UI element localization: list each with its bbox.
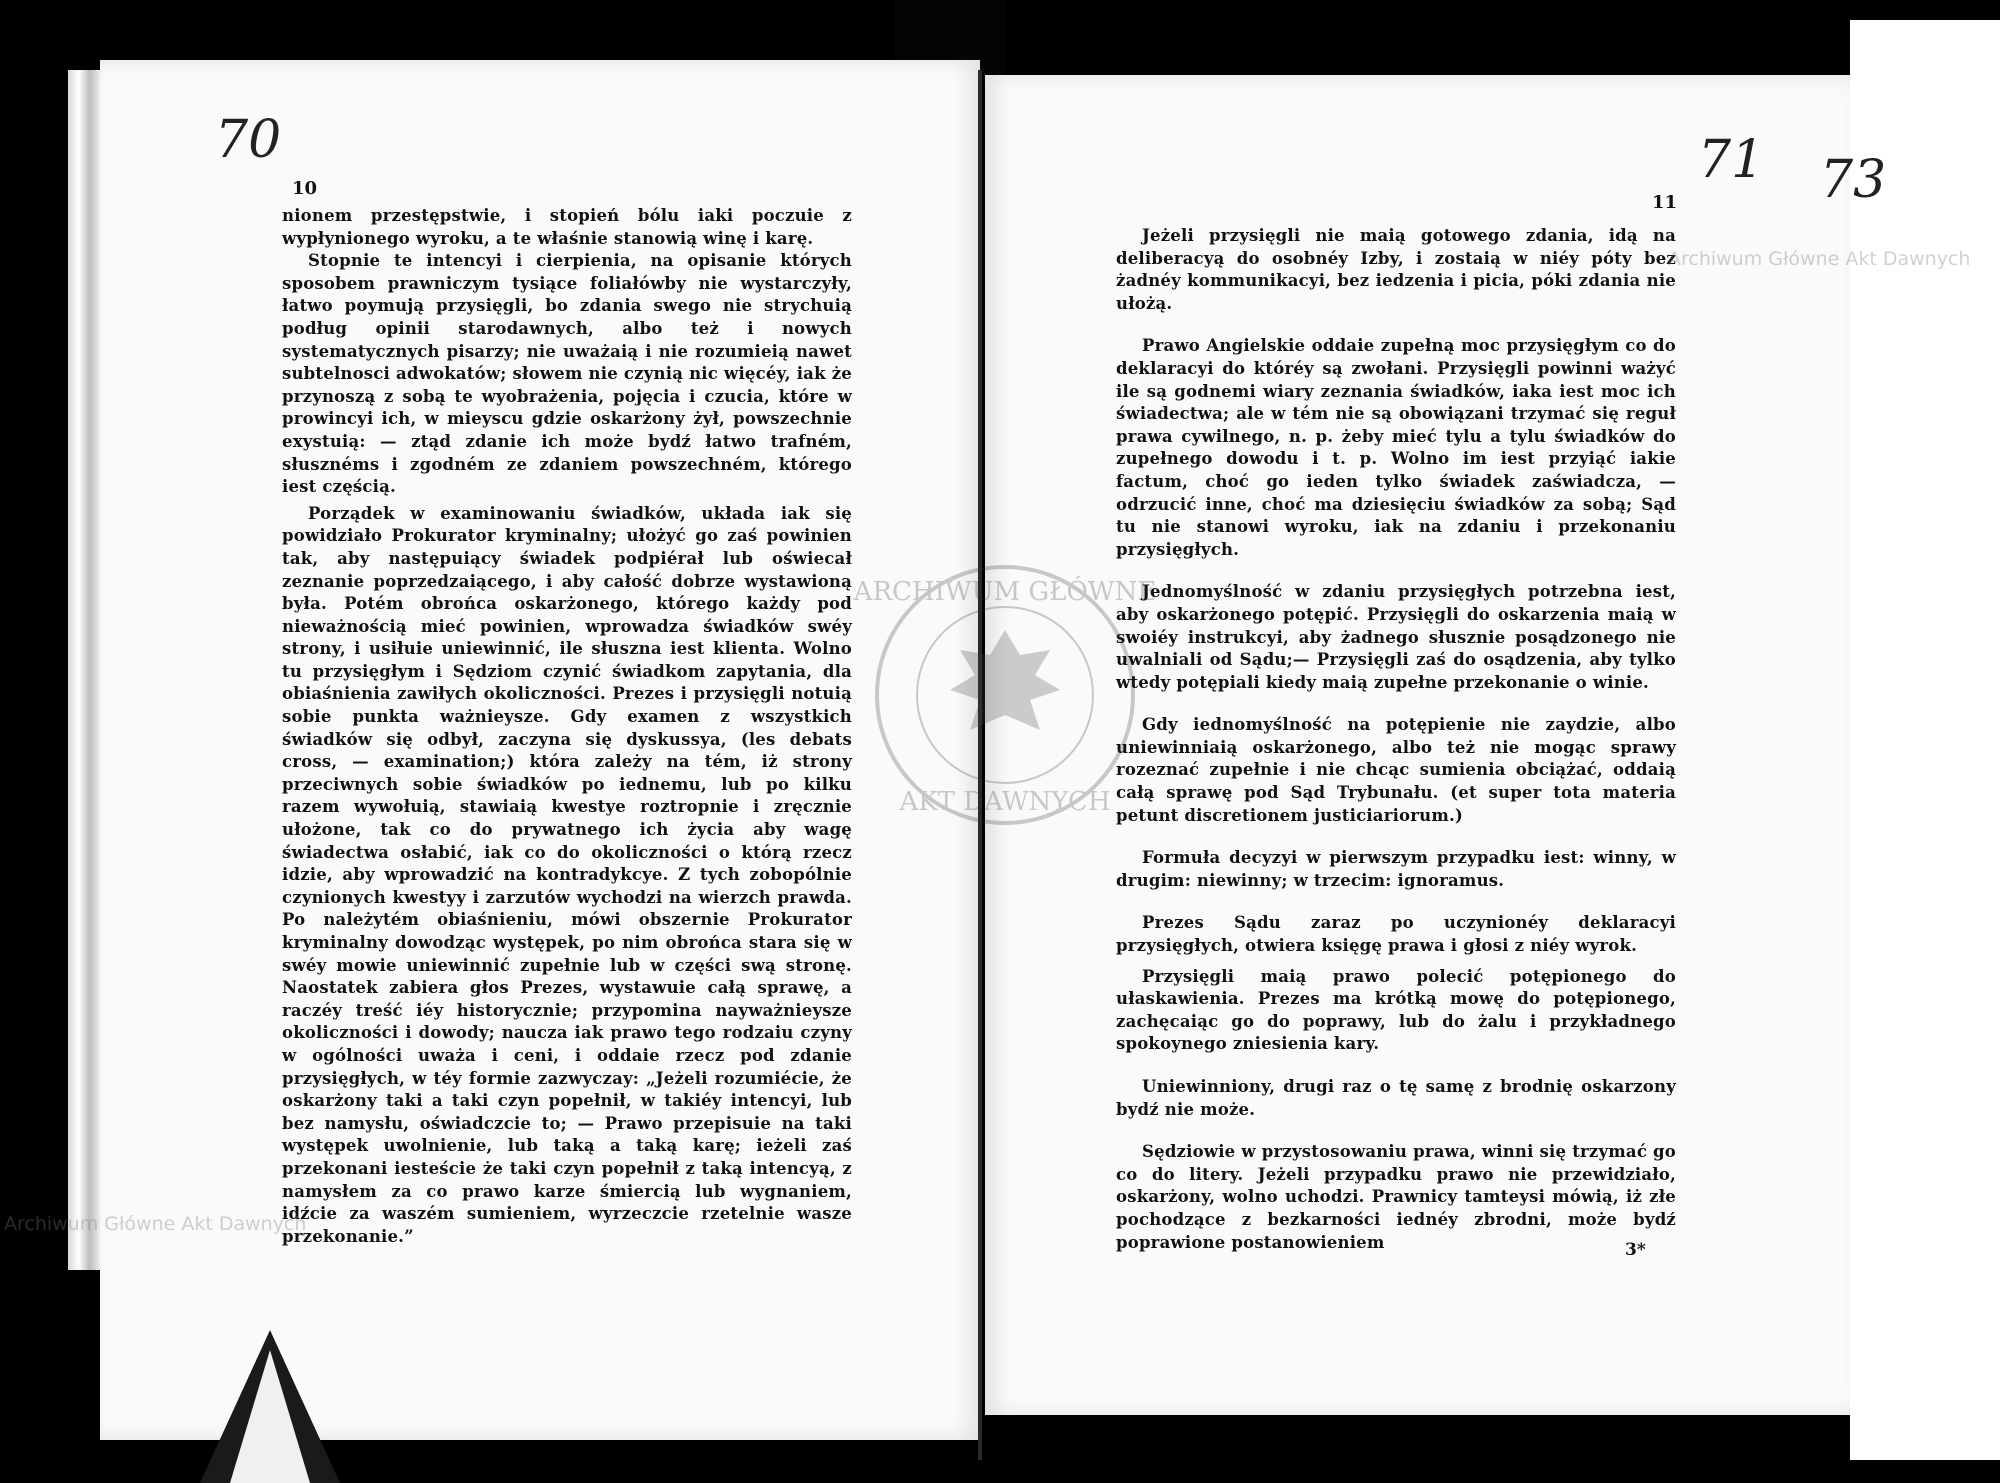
- paragraph: Prezes Sądu zaraz po uczynionéy deklaracyi przysięgłych, otwiera księgę prawa i głosi z niéy wyrok.: [1116, 913, 1676, 956]
- left-page-text: [282, 205, 852, 1248]
- page-number-left: 10: [292, 178, 318, 199]
- page-number-right: 11: [1652, 192, 1678, 213]
- paragraph: Porządek w examinowaniu świadków, układa iak się powidziało Prokurator kryminalny; ułożyć go zaś powinien tak, aby następuiący świadek podpiérał lub oświecał zeznanie poprzedzaiącego, i aby całość dobrze wystawioną była. Potém obrońca oskarżonego, którego każdy pod nieważnością mieć powinien, wprowadza świadków swéy strony, i usiłuie uniewinnić, ile słuszna iest klienta. Wolno tu przysięgłym i Sędziom czynić świadkom zapytania, dla obiaśnienia zawiłych okoliczności. Prezes i przysięgli notuią sobie punkta ważnieysze. Gdy examen z wszystkich świadków się odbył, zaczyna się dyskussya, (les debats cross, — examination;) która zależy na tém, iż strony przeciwnych sobie świadków po iednemu, lub po kilku razem wywołuią, stawiaią kwestye roztropnie i zręcznie ułożone, tak co do prywatnego ich życia aby wagę świadectwa osłabić, iak co do okoliczności o którą rzecz idzie, aby wprowadzić na kontradykcye. Z tych zobopólnie czynionych kwestyy i zarzutów wychodzi na wierzch prawda. Po należytém obiaśnieniu, mówi obszernie Prokurator kryminalny dowodząc występek, po nim obrońca stara się w swéy mowie uniewinnić zupełnie lub w części swą stronę. Naostatek zabiera głos Prezes, wystawuie całą sprawę, a raczéy treść iéy historycznie; przypomina nayważnieysze okoliczności i dowody; naucza iak prawo tego rodzaiu czyny w ogólności uważa i ceni, i oddaie rzecz pod zdanie przysięgłych, w téy formie zazwyczay: „Jeżeli rozumiécie, że oskarżony taki a taki czyn popełnił, w takiéy intencyi, lub bez namysłu, oświadczcie to; — Prawo przepisuie na taki występek uwolnienie, lub taką a taką karę; ieżeli zaś przekonani iesteście że taki czyn popełnił z taką intencyą, z namysłem za co prawo karze śmiercią lub wygnaniem, idźcie za waszém sumieniem, wyrzeczcie rzetelnie wasze przekonanie.”: [282, 503, 852, 1246]
- paragraph: Formuła decyzyi w pierwszym przypadku iest: winny, w drugim: niewinny; w trzecim: ignoramus.: [1116, 848, 1676, 890]
- handwritten-number-right-inner: 71: [1698, 130, 1765, 190]
- stamp-top-text: ARCHIWUM GŁÓWNE: [853, 577, 1157, 607]
- paragraph: Uniewinniony, drugi raz o tę samę z brodnię oskarzony bydź nie może.: [1116, 1077, 1676, 1119]
- archive-stamp: [853, 560, 1157, 830]
- paragraph: Gdy iednomyślność na potępienie nie zaydzie, albo uniewinniaią oskarżonego, albo też nie mogąc sprawy rozeznać zupełnie i nie chcąc sumienia obciążać, oddaią całą sprawę pod Sąd Trybunału. (et super tota materia petunt discretionem justiciariorum.): [1116, 715, 1676, 825]
- paragraph: Jeżeli przysięgli nie maią gotowego zdania, idą na deliberacyą do osobnéy Izby, i zostaią w niéy póty bez żadnéy kommunikacyi, bez iedzenia i picia, póki zdania nie ułożą.: [1116, 226, 1676, 313]
- handwritten-number-right-outer: 73: [1820, 150, 1887, 210]
- paragraph: Jednomyślność w zdaniu przysięgłych potrzebna iest, aby oskarżonego potępić. Przysięgli do oskarzenia maią w swoiéy instrukcyi, aby żadnego słusznie posądzonego nie uwalniali od Sądu;— Przysięgli zaś do osądzenia, aby tylko wtedy potępiali kiedy maią zupełne przekonanie o winie.: [1116, 582, 1676, 692]
- paragraph: Prawo Angielskie oddaie zupełną moc przysięgłym co do deklaracyi do któréy są zwołani. Przysięgli powinni ważyć ile są godnemi wiary zeznania świadków, iaka iest moc ich świadectwa; ale w tém nie są obowiązani trzymać się reguł prawa cywilnego, n. p. żeby mieć tylu a tylu świadków do zupełnego dowodu i t. p. Wolno im iest przyiąć iakie factum, choć go ieden tylko świadek zaświadcza, — odrzucić inne, choć ma dziesięciu świadków za sobą; Sąd tu nie stanowi wyroku, iak na zdaniu i przekonaniu przysięgłych.: [1116, 336, 1676, 559]
- watermark-top-right: Archiwum Główne Akt Dawnych: [1668, 248, 1971, 270]
- paragraph: Przysięgli maią prawo polecić potępionego do ułaskawienia. Prezes ma krótką mowę do potępionego, zachęcaiąc go do poprawy, lub do żalu i przykładnego spokoynego zniesienia kary.: [1116, 966, 1676, 1054]
- outer-sheet: [1850, 20, 2000, 1460]
- handwritten-number-left: 70: [215, 110, 282, 170]
- pen-tip: [200, 1330, 340, 1483]
- signature-mark: 3*: [1625, 1240, 1646, 1260]
- stamp-bottom-text: AKT DAWNYCH: [899, 787, 1111, 817]
- watermark-bottom-left: Archiwum Główne Akt Dawnych: [4, 1213, 307, 1235]
- paragraph: Stopnie te intencyi i cierpienia, na opisanie których sposobem prawniczym tysiące foliałówby nie wystarczyły, łatwo poymują przysięgli, bo zdania swego nie strychuią podług opinii starodawnych, albo też i nowych systematycznych pisarzy; nie uważaią i nie rozumieią nawet subtelnosci adwokatów; słowem nie czynią nic więcéy, iak że przynoszą z sobą te wyobrażenia, pojęcia i czucia, które w prowincyi ich, w mieyscu gdzie oskarżony żył, powszechnie exystuią: — ztąd zdanie ich może bydź łatwo trafném, słusznéms i zgodném ze zdaniem powszechném, którego iest częścią.: [282, 251, 852, 497]
- right-page-text: [1116, 225, 1676, 1254]
- paragraph: Sędziowie w przystosowaniu prawa, winni się trzymać go co do litery. Jeżeli przypadku prawo nie przewidziało, oskarżony, wolno uchodzi. Prawnicy tamteysi mówią, iż złe pochodzące z bezkarności iednéy zbrodni, może bydź poprawione postanowieniem: [1116, 1142, 1676, 1252]
- eagle-icon: [950, 630, 1060, 730]
- paragraph: nionem przestępstwie, i stopień bólu iaki poczuie z wypłynionego wyroku, a te właśnie stanowią winę i karę.: [282, 206, 852, 248]
- page-edges: [68, 70, 104, 1270]
